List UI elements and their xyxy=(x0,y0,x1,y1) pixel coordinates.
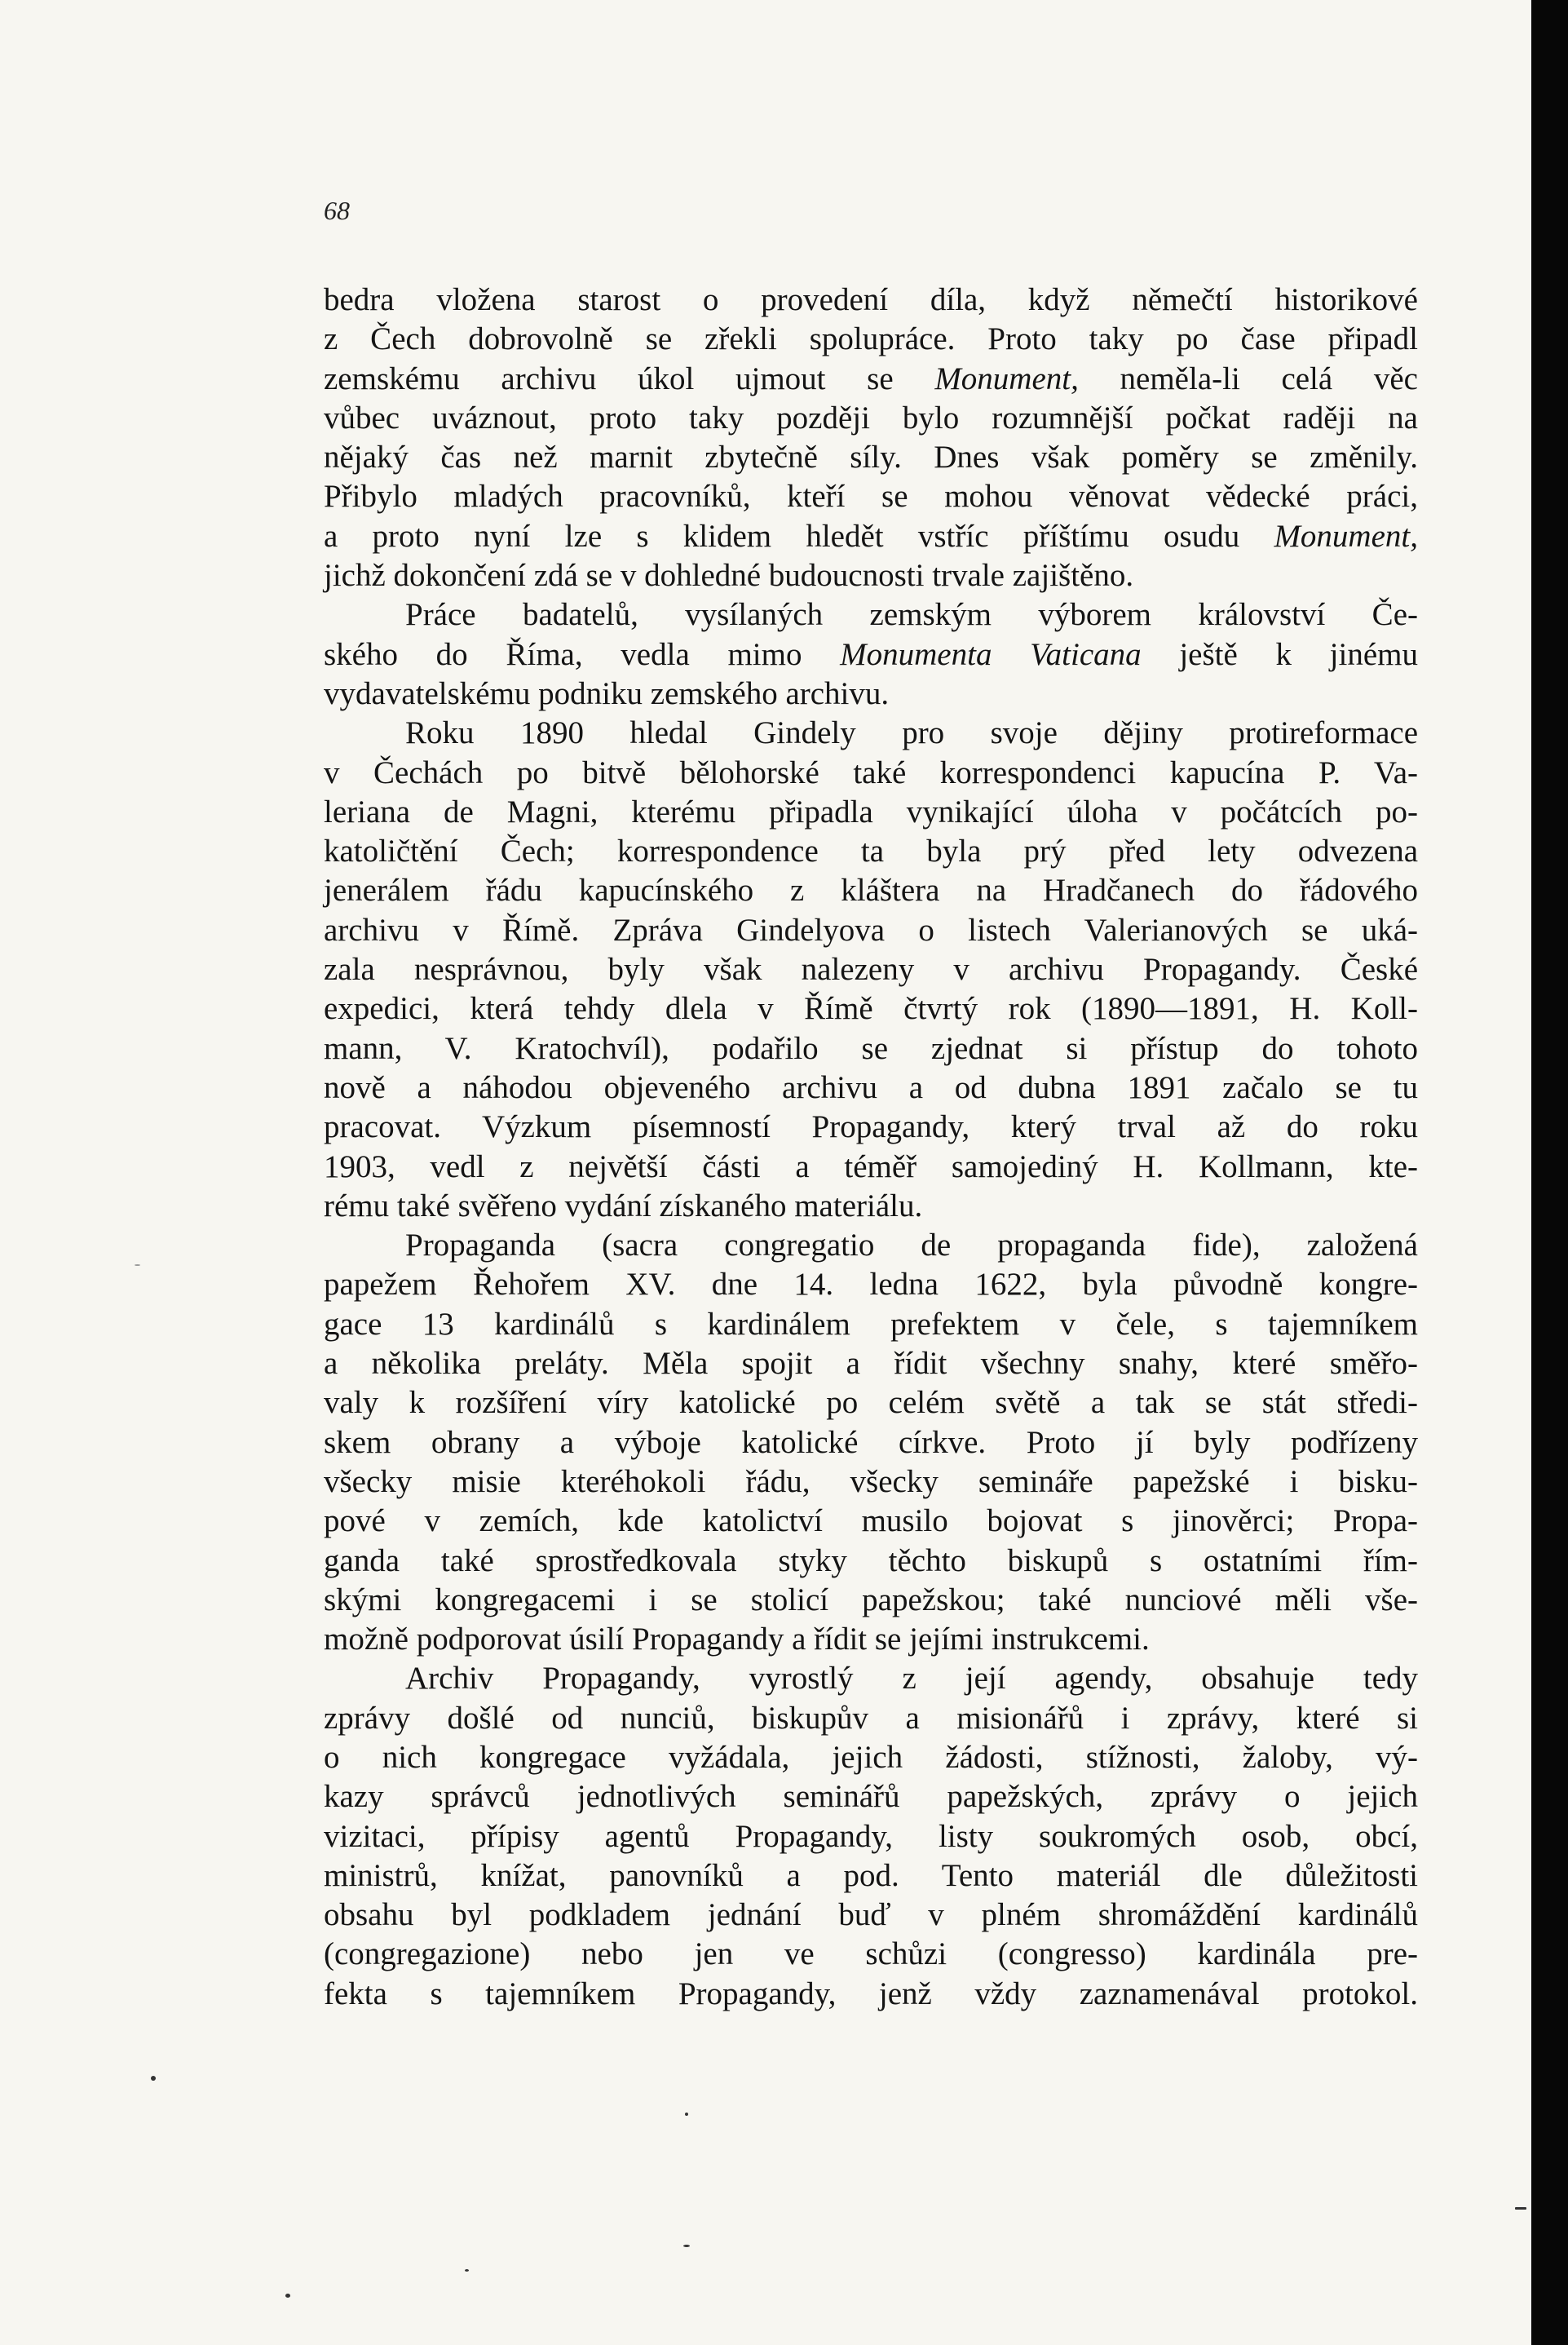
text-line: jichž dokončení zdá se v dohledné budoucnosti trvale zajištěno. xyxy=(324,558,1134,594)
dust-speck xyxy=(465,2269,469,2272)
text-line: archivu v Římě. Zpráva Gindelyova o listech Valerianových se uká- xyxy=(324,912,1418,948)
text-segment: zemskému archivu úkol ujmout se xyxy=(324,361,935,396)
text-line: a několika preláty. Měla spojit a řídit všechny snahy, které směřo- xyxy=(324,1346,1418,1382)
text-line: papežem Řehořem XV. dne 14. ledna 1622, byla původně kongre- xyxy=(324,1267,1418,1303)
text-line: obsahu byl podkladem jednání buď v plném shromáždění kardinálů xyxy=(324,1897,1418,1933)
text-line: Archiv Propagandy, vyrostlý z její agendy, obsahuje tedy xyxy=(405,1661,1418,1697)
text-line: vizitaci, přípisy agentů Propagandy, listy soukromých osob, obcí, xyxy=(324,1818,1418,1854)
text-line: bedra vložena starost o provedení díla, když němečtí historikové xyxy=(324,282,1418,317)
text-line: vůbec uváznout, proto taky později bylo rozumnější počkat raději na xyxy=(324,400,1418,436)
text-line: Roku 1890 hledal Gindely pro svoje dějiny protireformace xyxy=(405,715,1418,751)
text-line: rému také svěřeno vydání získaného materiálu. xyxy=(324,1188,923,1223)
dust-speck xyxy=(683,2245,690,2247)
body-text xyxy=(324,281,1418,2014)
text-line: skými kongregacemi i se stolicí papežskou; také nunciové měli vše- xyxy=(324,1582,1418,1617)
text-line: mann, V. Kratochvíl), podařilo se zjednat si přístup do tohoto xyxy=(324,1030,1418,1066)
text-line: jenerálem řádu kapucínského z kláštera na Hradčanech do řádového xyxy=(324,873,1418,909)
text-line: valy k rozšíření víry katolické po celém světě a tak se stát středi- xyxy=(324,1385,1418,1421)
text-line: v Čechách po bitvě bělohorské také korrespondenci kapucína P. Va- xyxy=(324,754,1418,790)
dust-speck xyxy=(1515,2207,1526,2210)
text-segment: ského do Říma, vedla mimo xyxy=(324,636,841,672)
text-line: ganda také sprostředkovala styky těchto biskupů s ostatními řím- xyxy=(324,1542,1418,1578)
text-line: kazy správců jednotlivých seminářů papežských, zprávy o jejich xyxy=(324,1779,1418,1815)
text-line: z Čech dobrovolně se zřekli spolupráce. Proto taky po čase připadl xyxy=(324,321,1418,357)
text-line: zprávy došlé od nunciů, biskupův a misionářů i zprávy, které si xyxy=(324,1700,1418,1736)
text-line: vydavatelskému podniku zemského archivu. xyxy=(324,675,890,711)
text-line: skem obrany a výboje katolické církve. Proto jí byly podřízeny xyxy=(324,1424,1418,1460)
text-segment: ještě k jinému xyxy=(1141,636,1418,672)
dust-speck xyxy=(685,2113,688,2116)
text-line: všecky misie kteréhokoli řádu, všecky semináře papežské i bisku- xyxy=(324,1463,1418,1499)
text-line xyxy=(324,517,1418,556)
text-line xyxy=(324,635,1418,675)
text-line: expedici, která tehdy dlela v Římě čtvrtý rok (1890—1891, H. Koll- xyxy=(324,991,1418,1027)
text-line: Práce badatelů, vysílaných zemským výborem království Če- xyxy=(405,597,1418,633)
text-line xyxy=(324,360,1418,399)
dust-speck xyxy=(135,1264,140,1266)
italic-title: Monument, xyxy=(1274,518,1418,554)
text-line: 1903, vedl z největší části a téměř samojediný H. Kollmann, kte- xyxy=(324,1148,1418,1184)
scan-edge xyxy=(1531,0,1568,2345)
text-line: ministrů, knížat, panovníků a pod. Tento materiál dle důležitosti xyxy=(324,1857,1418,1893)
text-line: nově a náhodou objeveného archivu a od dubna 1891 začalo se tu xyxy=(324,1069,1418,1105)
text-line: Přibylo mladých pracovníků, kteří se mohou věnovat vědecké práci, xyxy=(324,479,1418,515)
text-line: katoličtění Čech; korrespondence ta byla prý před lety odvezena xyxy=(324,834,1418,869)
text-line: leriana de Magni, kterému připadla vynikající úloha v počátcích po- xyxy=(324,794,1418,830)
italic-title: Monument, xyxy=(934,361,1079,396)
text-line: pové v zemích, kde katolictví musilo bojovat s jinověrci; Propa- xyxy=(324,1503,1418,1539)
text-line: gace 13 kardinálů s kardinálem prefektem v čele, s tajemníkem xyxy=(324,1306,1418,1342)
text-line: Propaganda (sacra congregatio de propaganda fide), založená xyxy=(405,1228,1418,1263)
text-line: možně podporovat úsilí Propagandy a řídit se jejími instrukcemi. xyxy=(324,1622,1150,1657)
italic-title: Monumenta Vaticana xyxy=(840,636,1142,672)
text-segment: a proto nyní lze s klidem hledět vstříc příštímu osudu xyxy=(324,518,1274,554)
dust-speck xyxy=(285,2294,290,2298)
text-line: o nich kongregace vyžádala, jejich žádosti, stížnosti, žaloby, vý- xyxy=(324,1739,1418,1775)
text-line: (congregazione) nebo jen ve schůzi (congresso) kardinála pre- xyxy=(324,1936,1418,1972)
text-line: fekta s tajemníkem Propagandy, jenž vždy zaznamenával protokol. xyxy=(324,1976,1418,2011)
text-line: pracovat. Výzkum písemností Propagandy, který trval až do roku xyxy=(324,1109,1418,1145)
text-line: nějaký čas než marnit zbytečně síly. Dnes však poměry se změnily. xyxy=(324,440,1418,476)
page-number: 68 xyxy=(324,196,350,225)
dust-speck xyxy=(151,2076,156,2081)
text-line: zala nesprávnou, byly však nalezeny v archivu Propagandy. České xyxy=(324,952,1418,988)
text-segment: neměla-li celá věc xyxy=(1078,361,1418,396)
